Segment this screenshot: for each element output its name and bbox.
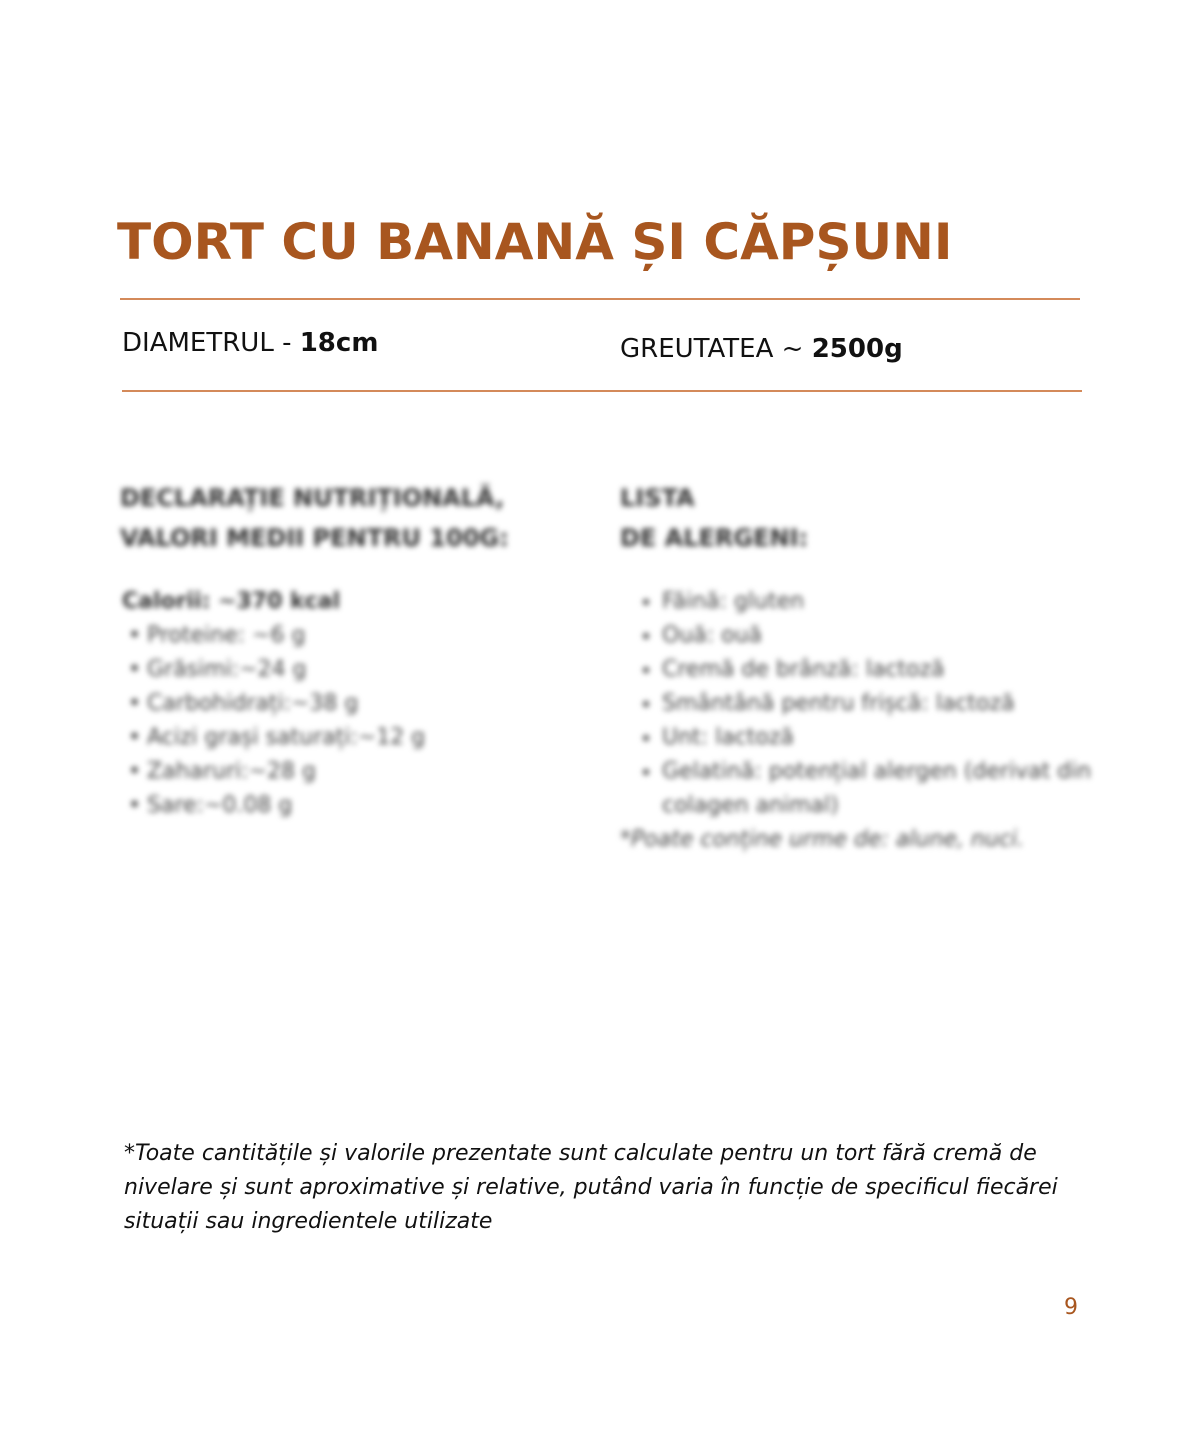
allergen-list (620, 585, 1120, 857)
allergen-item: • Gelatină: potențial alergen (derivat din colagen animal) (662, 755, 1120, 823)
diameter-spec (122, 327, 378, 359)
nutrient-item: • Carbohidrați:~38 g (128, 687, 425, 721)
divider-top (120, 298, 1080, 300)
nutrient-item: • Grăsimi:~24 g (128, 653, 425, 687)
divider-bottom (122, 390, 1082, 392)
page-title: TORT CU BANANĂ ȘI CĂPȘUNI (117, 213, 953, 271)
allergen-heading (620, 478, 808, 558)
allergen-item: • Ouă: ouă (662, 619, 1120, 653)
diameter-label: DIAMETRUL - (122, 328, 300, 358)
nutrient-item: • Acizi grași saturați:~12 g (128, 721, 425, 755)
weight-label: GREUTATEA ~ (620, 334, 812, 364)
nutrition-list (122, 585, 425, 823)
calories-value: Calorii: ~370 kcal (122, 589, 341, 614)
allergen-item: • Smântână pentru frișcă: lactoză (662, 687, 1120, 721)
allergen-item: • Unt: lactoză (662, 721, 1120, 755)
allergen-trace-note: *Poate conține urme de: alune, nuci. (620, 827, 1025, 852)
nutrient-list (122, 619, 425, 823)
footnote: *Toate cantitățile și valorile prezentate sunt calculate pentru un tort fără cremă de nivelare și sunt aproximative și relative, putând varia în funcție de specificul fiecărei situații sau ingredientele utilizate (124, 1141, 1058, 1234)
nutrient-item: • Sare:~0.08 g (128, 789, 425, 823)
nutrition-heading-line1: DECLARAȚIE NUTRIȚIONALĂ, (120, 484, 505, 512)
nutrition-heading (120, 478, 509, 558)
weight-value: 2500g (811, 334, 903, 364)
nutrition-heading-line2: VALORI MEDII PENTRU 100G: (120, 524, 509, 552)
diameter-value: 18cm (299, 328, 379, 358)
nutrient-item: • Proteine: ~6 g (128, 619, 425, 653)
page-number: 9 (1064, 1295, 1078, 1320)
allergen-item: • Făină: gluten (662, 585, 1120, 619)
weight-spec (620, 333, 903, 365)
nutrient-item: • Zaharuri:~28 g (128, 755, 425, 789)
allergen-heading-line1: LISTA (620, 484, 695, 512)
allergen-heading-line2: DE ALERGENI: (620, 524, 809, 552)
allergen-items (620, 585, 1120, 823)
allergen-item: • Cremă de brânză: lactoză (662, 653, 1120, 687)
